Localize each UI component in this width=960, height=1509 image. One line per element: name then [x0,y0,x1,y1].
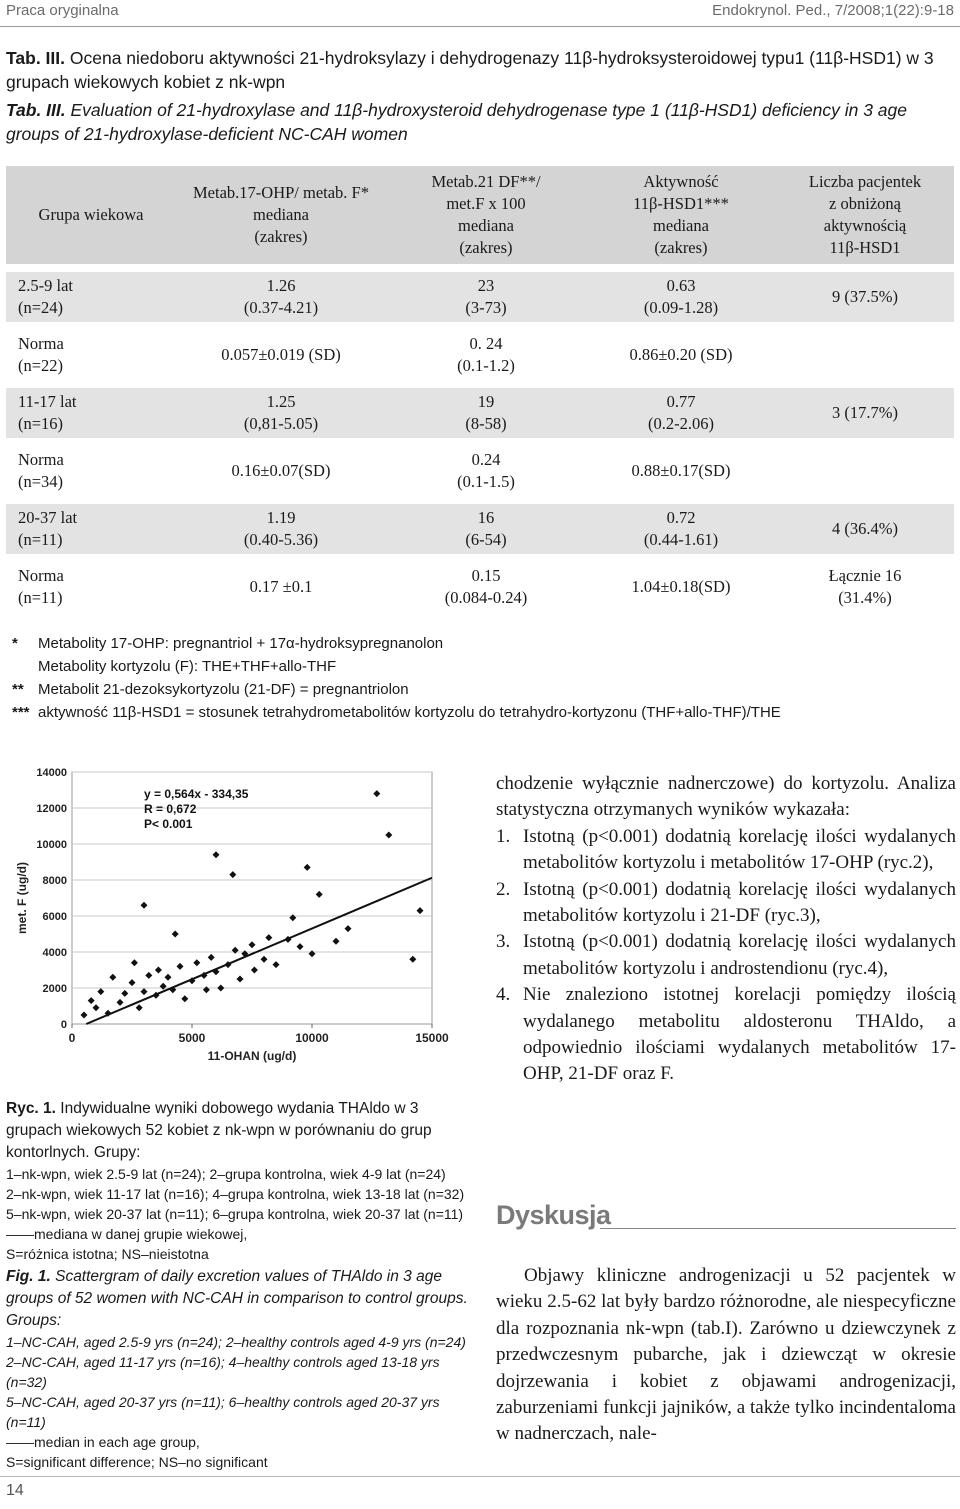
y-tick-label: 14000 [36,767,67,779]
x-tick-label: 10000 [295,1031,329,1045]
plot-area [72,772,432,1024]
y-tick-label: 0 [60,1019,67,1031]
caption-en-line: 1–NC-CAH, aged 2.5-9 yrs (n=24); 2–healthy controls aged 4-9 yrs (n=24) [6,1334,466,1350]
cell-line: 4 (36.4%) [832,519,898,538]
table-row [6,504,954,554]
list-item [496,824,956,877]
value-cell [176,562,386,612]
caption-pl-line: 2–nk-wpn, wiek 11-17 lat (n=16); 4–grupa kontrolna, wiek 13-18 lat (n=32) [6,1186,465,1202]
group-cell [6,388,176,438]
value-cell [586,504,776,554]
value-cell [176,272,386,322]
header-line: (zakres) [459,238,513,257]
value-cell [386,388,586,438]
footnote-text: Metabolit 21-dezoksykortyzolu (21-DF) = pregnantriolon [38,681,409,698]
value-cell [776,330,954,380]
header-line: mediana [653,216,709,235]
list-text: Nie znaleziono istotnej korelacji pomiędzy ilością wydalanego metabolitu aldosteronu THAldo, a odpowiednio ilościami wydalanych metabolitów 17-OHP, 21-DF oraz F. [523,984,956,1085]
cell-line: 0.86±0.20 (SD) [629,345,733,364]
value-cell [586,446,776,496]
footnote-mark: *** [12,704,30,721]
cell-line: (0.44-1.61) [643,530,719,549]
cell-line: (n=22) [18,356,64,375]
cell-line: (0.09-1.28) [643,298,719,317]
x-tick-label: 5000 [178,1031,206,1045]
cell-line: (0.1-1.2) [457,356,515,375]
cell-line: (n=11) [18,588,63,607]
caption-pl-line: S=różnica istotna; NS–nieistotna [6,1246,209,1262]
cell-line: 0.17 ±0.1 [249,577,313,596]
caption-en-line: 2–NC-CAH, aged 11-17 yrs (n=16); 4–healthy controls aged 13-18 yrs (n=32) [6,1354,440,1390]
cell-line: 0. 24 [469,334,503,353]
table-row [6,446,954,496]
footnote [12,655,781,678]
y-tick-label: 8000 [42,875,67,887]
cell-line: (0,81-5.05) [243,414,319,433]
footnote-mark: * [12,635,18,652]
caption-en-text: Scattergram of daily excretion values of THAldo in 3 age groups of 52 women with NC-CAH in comparison to control groups. Groups: [6,1268,468,1329]
header-line: Aktywność [643,172,719,191]
cell-line: Łącznie 16 [828,566,902,585]
table-row [6,330,954,380]
cell-line: (0.37-4.21) [243,298,319,317]
cell-line: (n=16) [18,414,64,433]
table-row [6,272,954,322]
results-table [6,166,954,612]
header-right: Endokrynol. Ped., 7/2008;1(22):9-18 [712,2,954,19]
header-line: 11β-HSD1*** [633,194,729,213]
cell-line: 0.15 [471,566,501,585]
group-cell [6,562,176,612]
value-cell [386,446,586,496]
row-separator [6,380,954,388]
value-cell [176,446,386,496]
header-line: (zakres) [654,238,708,257]
y-tick-label: 6000 [42,911,67,923]
value-cell [586,330,776,380]
table-header-row [6,166,954,264]
caption-en-intro [6,1266,476,1332]
footnote [12,701,781,724]
value-cell [386,504,586,554]
header-line: z obniżoną [829,194,901,213]
caption-en-line: 5–NC-CAH, aged 20-37 yrs (n=11); 6–healthy controls aged 20-37 yrs (n=11) [6,1394,440,1430]
cell-line: 11-17 lat [18,392,77,411]
y-axis-label: met. F (ug/d) [15,862,29,934]
footnote-text: Metabolity kortyzolu (F): THE+THF+allo-THF [38,658,337,675]
cell-line: 16 [477,508,495,527]
cell-line: (0.1-1.5) [457,472,515,491]
footnote [12,632,781,655]
list-number: 1. [496,825,511,847]
body-intro: chodzenie wyłącznie nadnerczowe) do kortyzolu. Analiza statystyczna otrzymanych wyników wykazała: [496,773,956,821]
table-header-cell [386,166,586,264]
value-cell [176,504,386,554]
cell-line: 0.72 [666,508,696,527]
discussion-text [496,1263,956,1448]
y-tick-label: 12000 [36,803,67,815]
footnote-text: aktywność 11β-HSD1 = stosunek tetrahydrometabolitów kortyzolu do tetrahydro-kortyzonu (THF+allo-THF)/THE [38,704,781,721]
header-line: Metab.21 DF**/ [431,172,541,191]
cell-line: Norma [18,450,64,469]
cell-line: 0.77 [666,392,696,411]
cell-line: 0.63 [666,276,696,295]
cell-line: (0.40-5.36) [243,530,319,549]
list-number: 4. [496,984,511,1006]
footnote-mark: ** [12,681,24,698]
caption-en-line: ——median in each age group, [6,1434,200,1450]
x-axis-label: 11-OHAN (ug/d) [207,1049,297,1063]
y-tick-label: 10000 [36,839,67,851]
results-list [496,824,956,1088]
header-line: Metab.17-OHP/ metab. F* [193,183,369,202]
cell-line: 1.04±0.18(SD) [631,577,731,596]
value-cell [176,388,386,438]
cell-line: 1.19 [266,508,296,527]
footnote-text: Metabolity 17-OHP: pregnantriol + 17α-hydroksypregnanolon [38,635,444,652]
group-cell [6,330,176,380]
footer-rule [0,1476,960,1477]
caption-en-line: S=significant difference; NS–no significant [6,1454,268,1470]
row-separator [6,496,954,504]
discussion-paragraph: Objawy kliniczne androgenizacji u 52 pacjentek w wieku 2.5-62 lat były bardzo różnorodne, ale niespecyficzne dla rozpoznania nk-wpn (tab.I). Zarówno u dziewczynek z przedwczesnym pubarche, jak i dziewcząt w okresie dojrzewania i kobiet z objawami androgenizacji, zaburzeniami funkcji jajników, a także tylko incindentaloma w nadnerczach, nale- [496,1265,956,1445]
list-text: Istotną (p<0.001) dodatnią korelację ilości wydalanych metabolitów kortyzolu i metabolitów 17-OHP (ryc.2), [523,825,956,874]
header-line: met.F x 100 [446,194,526,213]
row-separator [6,554,954,562]
caption-pl-prefix: Ryc. 1. [6,1100,56,1117]
cell-line: 1.26 [266,276,296,295]
header-line: Liczba pacjentek [808,172,922,191]
cell-line: 0.88±0.17(SD) [631,461,731,480]
caption-en-prefix: Fig. 1. [6,1268,51,1285]
list-number: 2. [496,878,511,900]
caption-pl-line: 5–nk-wpn, wiek 20-37 lat (n=11); 6–grupa kontrolna, wiek 20-37 lat (n=11) [6,1206,464,1222]
cell-line: (8-58) [465,414,507,433]
chart-annotation: R = 0,672 [144,802,197,816]
caption-pl-intro [6,1098,476,1164]
scatter-chart-svg [10,760,470,1085]
header-line: mediana [458,216,514,235]
header-line: aktywnością [823,216,907,235]
x-tick-label: 15000 [415,1031,449,1045]
cell-line: Norma [18,566,64,585]
value-cell [176,330,386,380]
list-text: Istotną (p<0.001) dodatnią korelację ilości wydalanych metabolitów kortyzolu i androstendionu (ryc.4), [523,931,956,979]
table-footnotes [6,632,781,724]
section-title: Dyskusja [496,1200,611,1230]
page-number: 14 [6,1482,24,1499]
cell-line: Norma [18,334,64,353]
cell-line: (3-73) [465,298,507,317]
list-text: Istotną (p<0.001) dodatnią korelację ilości wydalanych metabolitów kortyzolu i 21-DF (ryc.3), [523,878,956,927]
table-header-cell [176,166,386,264]
cell-line: (n=34) [18,472,64,491]
caption-pl-text: Indywidualne wyniki dobowego wydania THAldo w 3 grupach wiekowych 52 kobiet z nk-wpn w porównaniu do grup kontorlnych. Grupy: [6,1100,432,1161]
cell-line: 3 (17.7%) [832,403,898,422]
table-header-cell [776,166,954,264]
header-left: Praca oryginalna [6,2,119,19]
table-row [6,562,954,612]
footnote [12,678,781,701]
cell-line: (0.084-0.24) [444,588,528,607]
row-separator [6,264,954,272]
caption-pl-line: ——mediana w danej grupie wiekowej, [6,1226,248,1242]
value-cell [586,272,776,322]
cell-line: 19 [477,392,495,411]
value-cell [386,562,586,612]
list-number: 3. [496,931,511,953]
list-item [496,877,956,930]
list-item [496,929,956,982]
value-cell [386,330,586,380]
list-item [496,982,956,1088]
value-cell [386,272,586,322]
cell-line: 2.5-9 lat [18,276,73,295]
header-line: mediana [253,205,309,224]
cell-line: 9 (37.5%) [832,287,898,306]
cell-line: 0.24 [471,450,501,469]
table-caption-en: Tab. III. Evaluation of 21-hydroxylase and 11β-hydroxysteroid dehydrogenase type 1 (11β-HSD1) deficiency in 3 age groups of 21-hydroxylase-deficient NC-CAH women [6,100,907,144]
group-cell [6,504,176,554]
value-cell [586,562,776,612]
value-cell [776,446,954,496]
row-separator [6,438,954,446]
y-tick-label: 2000 [42,983,67,995]
cell-line: 1.25 [266,392,296,411]
header-line: 11β-HSD1 [829,238,901,257]
value-cell [776,562,954,612]
cell-line: (0.2-2.06) [648,414,714,433]
cell-line: 20-37 lat [18,508,78,527]
group-cell [6,446,176,496]
value-cell [586,388,776,438]
chart-annotation: P< 0.001 [144,817,193,831]
table-header-cell [586,166,776,264]
body-text-column [496,771,956,1088]
header-line: Grupa wiekowa [38,205,144,224]
cell-line: (31.4%) [838,588,892,607]
cell-line: (n=24) [18,298,64,317]
scatter-chart [10,760,470,1085]
x-tick-label: 0 [68,1031,76,1045]
group-cell [6,272,176,322]
value-cell [776,388,954,438]
value-cell [776,272,954,322]
caption-pl-line: 1–nk-wpn, wiek 2.5-9 lat (n=24); 2–grupa kontrolna, wiek 4-9 lat (n=24) [6,1166,446,1182]
header-line: (zakres) [254,227,308,246]
cell-line: (n=11) [18,530,63,549]
y-tick-label: 4000 [42,947,67,959]
figure-caption [6,1098,476,1472]
table-header-cell [6,166,176,264]
cell-line: (6-54) [465,530,507,549]
chart-annotation: y = 0,564x - 334,35 [144,787,249,801]
section-rule [600,1228,956,1229]
cell-line: 0.057±0.019 (SD) [221,345,341,364]
table-row [6,388,954,438]
row-separator [6,322,954,330]
cell-line: 0.16±0.07(SD) [231,461,331,480]
cell-line: 23 [477,276,495,295]
value-cell [776,504,954,554]
table-caption-pl: Tab. III. Ocena niedoboru aktywności 21-hydroksylazy i dehydrogenazy 11β-hydroksysteroidowej typu1 (11β-HSD1) w 3 grupach wiekowych kobiet z nk-wpn [6,48,934,92]
